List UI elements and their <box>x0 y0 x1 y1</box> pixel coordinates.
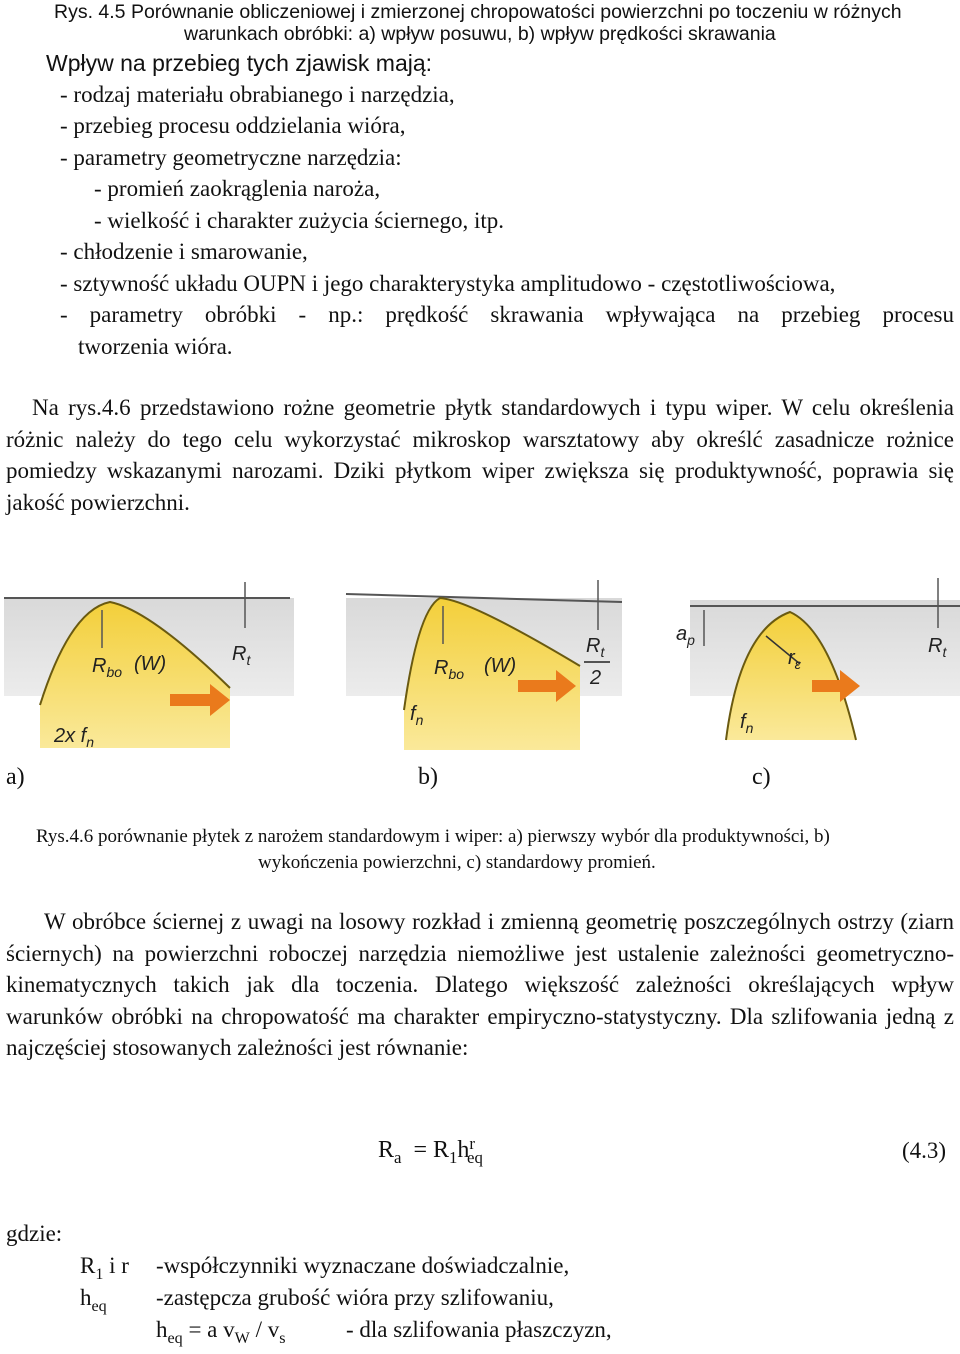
label-rt-a: $R_t$ <box>232 643 251 668</box>
panel-label-c: c) <box>752 764 771 790</box>
panel-b <box>346 580 622 750</box>
list-item: - wielkość i charakter zużycia ściernego, itp. <box>94 208 504 233</box>
list-item: - chłodzenie i smarowanie, <box>60 239 308 264</box>
paragraph-intro-wiper: Na rys.4.6 przedstawiono rożne geometrie płytk standardowych i typu wiper. W celu określenia różnic należy do tego celu wykorzystać mikroskop warsztatowy aby określć zasadnicze rożnice pomiedzy wskazanymi narozami. Dziki płytkom wiper zwiększa się produktywność, poprawia się jakość powierzchni. <box>6 395 954 515</box>
where-row-heq-desc: -zastępcza grubość wióra przy szlifowaniu, <box>156 1285 554 1310</box>
svg-text:fn: $f_n$ <box>740 711 754 736</box>
svg-text:rε: $r_\varepsilon$ <box>788 647 801 672</box>
label-rbo-a: $R_{bo}$ <box>92 655 123 680</box>
paragraph-grinding: W obróbce ściernej z uwagi na losowy rozkład i zmienną geometrię poszczególnych ostrzy (ziarn ściernych) na powierzchni roboczej narzędzia niemożliwe jest ustalenie zależności geometryczno-kinematycznych takich jak dla toczenia. Dlatego większość zależności określających wpływ warunków obróbki na chropowatość ma charakter empiryczno-statystyczny. Dla szlifowania jedną z najczęściej stosowanych zależności jest równanie: <box>6 909 954 1060</box>
svg-text:2: 2 <box>590 667 602 689</box>
where-formula-desc: - dla szlifowania płaszczyzn, <box>346 1317 612 1342</box>
where-row-heq: $h_{eq}$ <box>80 1285 107 1315</box>
where-row-r1-desc: -współczynniki wyznaczane doświadczalnie, <box>156 1253 570 1278</box>
insert-geometry-figure <box>0 570 960 760</box>
equation-4-3: $R_a = R_1h^r_{eq}$ <box>378 1134 483 1167</box>
svg-text:fn: $f_n$ <box>410 703 424 728</box>
list-item: - sztywność układu OUPN i jego charakterystyka amplitudowo - częstotliwościowa, <box>60 271 836 296</box>
list-item: - promień zaokrąglenia naroża, <box>94 176 381 201</box>
panel-c <box>676 578 960 740</box>
panel-label-a: a) <box>6 764 25 790</box>
panel-label-b: b) <box>418 764 438 790</box>
svg-text:Rt: $R_t$ <box>586 635 605 660</box>
figure-caption-line2: wykończenia powierzchni, c) standardowy promień. <box>258 852 656 873</box>
svg-text:Rt: $R_t$ <box>928 635 947 660</box>
where-row-r1: $R_1$ i r <box>80 1253 129 1283</box>
where-formula: $h_{eq} = a$ $v_W / v_s$ <box>156 1317 286 1347</box>
svg-text:(W): (W) <box>484 655 517 677</box>
figure-caption-line1: Rys.4.6 porównanie płytek z narożem standardowym i wiper: a) pierwszy wybór dla produktywności, b) <box>36 826 830 847</box>
svg-text:Rbo: $R_{bo}$ <box>434 657 465 682</box>
panel-a <box>4 582 294 750</box>
label-feed-a: 2x $f_n$ <box>54 725 95 750</box>
list-item: - parametry geometryczne narzędzia: <box>60 145 402 170</box>
list-item: - parametry obróbki - np.: prędkość skrawania wpływająca na przebieg procesu <box>60 302 954 327</box>
equation-number: (4.3) <box>902 1138 947 1163</box>
svg-text:(W): (W) <box>134 653 167 675</box>
svg-text:ap: $a_p$ <box>676 623 695 648</box>
list-item: tworzenia wióra. <box>78 334 233 359</box>
list-item: - przebieg procesu oddzielania wióra, <box>60 113 406 138</box>
where-label: gdzie: <box>6 1221 63 1246</box>
list-item: - rodzaj materiału obrabianego i narzędzia, <box>60 82 455 107</box>
figure-caption-top-line2: warunkach obróbki: a) wpływ posuwu, b) wpływ prędkości skrawania <box>184 23 776 45</box>
influences-heading: Wpływ na przebieg tych zjawisk mają: <box>46 50 433 76</box>
figure-caption-top-line1: Rys. 4.5 Porównanie obliczeniowej i zmierzonej chropowatości powierzchni po toczeniu w różnych <box>54 1 902 23</box>
